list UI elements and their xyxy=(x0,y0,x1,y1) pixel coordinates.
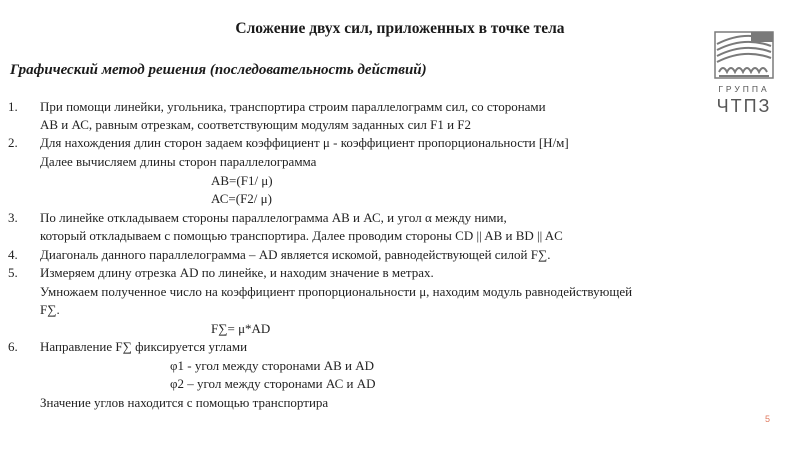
list-item-line: При помощи линейки, угольника, транспортира строим параллелограмм сил, со сторонами xyxy=(40,99,546,114)
list-number: 2. xyxy=(8,135,18,150)
formula-ac: АС=(F2/ μ) xyxy=(211,191,272,206)
list-number: 3. xyxy=(8,210,18,225)
list-item-line: Далее вычисляем длины сторон параллелограмма xyxy=(40,154,317,169)
list-item-line: Умножаем полученное число на коэффициент пропорциональности μ, находим модуль равнодействующей xyxy=(40,284,633,299)
angle-phi2: φ2 – угол между сторонами АС и AD xyxy=(170,376,376,391)
list-number: 4. xyxy=(8,247,18,262)
slide-subtitle: Графический метод решения (последовательность действий) xyxy=(10,62,427,78)
list-item-line: АВ и АС, равным отрезкам, соответствующим модулям заданных сил F1 и F2 xyxy=(40,117,472,132)
list-item-line: Измеряем длину отрезка AD по линейке, и находим значение в метрах. xyxy=(40,265,434,280)
formula-fsum: F∑= μ*AD xyxy=(211,321,271,336)
list-item-line: который откладываем с помощью транспортира. Далее проводим стороны CD || AB и BD || AC xyxy=(40,228,563,243)
list-item-line: F∑. xyxy=(40,302,60,317)
logo-group-text: ГРУППА xyxy=(718,84,770,94)
list-item-line: По линейке откладываем стороны параллелограмма АВ и АС, и угол α между ними, xyxy=(40,210,507,225)
slide-title: Сложение двух сил, приложенных в точке тела xyxy=(235,20,565,37)
list-number: 1. xyxy=(8,99,18,114)
list-number: 6. xyxy=(8,339,18,354)
list-number: 5. xyxy=(8,265,18,280)
formula-ab: АВ=(F1/ μ) xyxy=(211,173,273,188)
list-item-line: Для нахождения длин сторон задаем коэффициент μ - коэффициент пропорциональности [Н/м] xyxy=(40,135,569,150)
angle-phi1: φ1 - угол между сторонами АВ и AD xyxy=(170,358,374,373)
logo-name-text: ЧТПЗ xyxy=(716,96,772,116)
list-item-line: Диагональ данного параллелограмма – AD является искомой, равнодействующей силой F∑. xyxy=(40,247,551,262)
page-number: 5 xyxy=(765,414,771,424)
list-item-line: Направление F∑ фиксируется углами xyxy=(40,339,248,354)
closing-text: Значение углов находится с помощью транспортира xyxy=(40,395,329,410)
